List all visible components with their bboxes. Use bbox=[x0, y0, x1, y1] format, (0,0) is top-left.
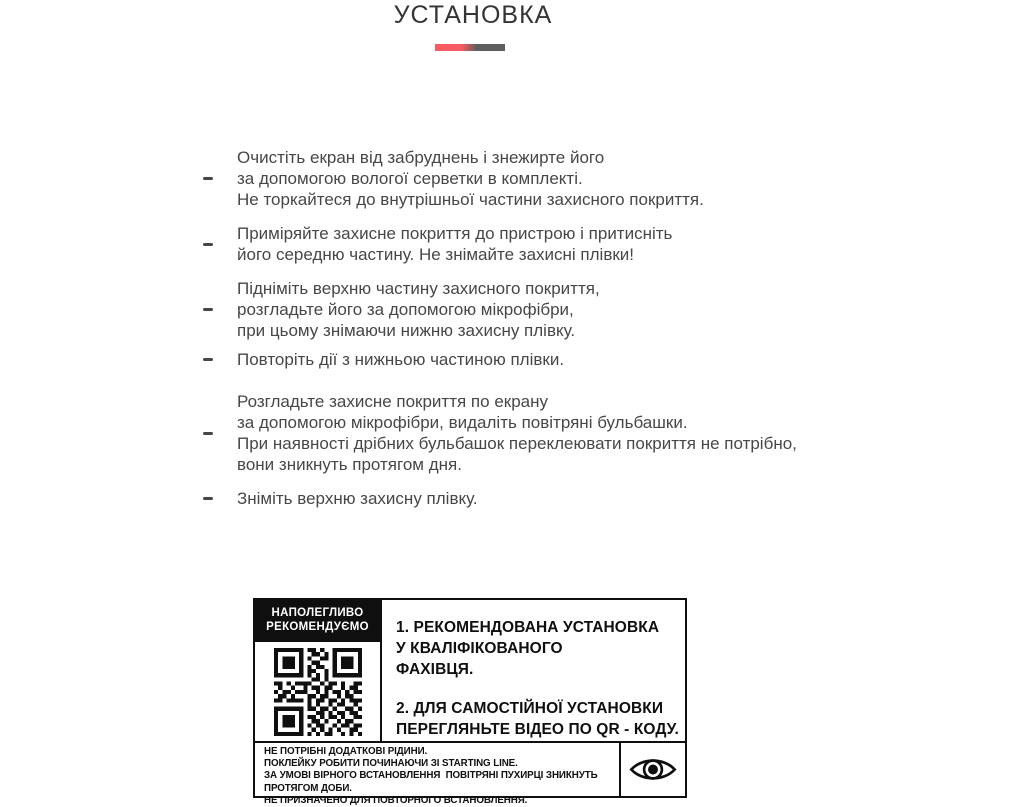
dash-icon bbox=[203, 177, 213, 180]
strongly-recommend-badge bbox=[255, 600, 380, 642]
instruction-line: при цьому знімаючи нижню захисну плівку. bbox=[237, 321, 576, 340]
instruction-line: за допомогою мікрофібри, видаліть повітряні бульбашки. bbox=[237, 413, 688, 432]
instruction-item bbox=[203, 391, 797, 475]
instruction-line: Очистіть екран від забруднень і знежирте його bbox=[237, 148, 605, 167]
instruction-line: Зніміть верхню захисну плівку. bbox=[237, 489, 478, 508]
recommendation-box-top bbox=[255, 600, 685, 743]
dash-bullet bbox=[203, 177, 237, 180]
instruction-line: При наявності дрібних бульбашок переклеювати покриття не потрібно, bbox=[237, 434, 797, 453]
instruction-text bbox=[237, 147, 704, 210]
usage-note-line: ПОКЛЕЙКУ РОБИТИ ПОЧИНАЮЧИ ЗІ STARTING LINE. bbox=[264, 758, 518, 770]
dash-bullet bbox=[203, 432, 237, 435]
instruction-line: Підніміть верхню частину захисного покриття, bbox=[237, 279, 600, 298]
usage-notes bbox=[255, 743, 619, 806]
recommendation-line: 1. РЕКОМЕНДОВАНА УСТАНОВКА bbox=[396, 619, 660, 636]
recommendation-point bbox=[396, 617, 679, 680]
usage-note-line: НЕ ПОТРІБНІ ДОДАТКОВІ РІДИНИ. bbox=[264, 746, 428, 757]
instruction-line: вони зникнуть протягом дня. bbox=[237, 455, 462, 474]
page-title: УСТАНОВКА bbox=[393, 1, 553, 29]
instruction-item bbox=[203, 488, 478, 509]
recommendation-points bbox=[382, 600, 685, 741]
instruction-line: Приміряйте захисне покриття до пристрою і притисніть bbox=[237, 224, 673, 243]
recommendation-line: ПЕРЕГЛЯНЬТЕ ВІДЕО ПО QR - КОДУ. bbox=[396, 721, 679, 738]
instruction-line: Розгладьте захисне покриття по екрану bbox=[237, 392, 549, 411]
dash-icon bbox=[203, 432, 213, 435]
instruction-text bbox=[237, 488, 478, 509]
usage-note-line: НЕ ПРИЗНАЧЕНО ДЛЯ ПОВТОРНОГО ВСТАНОВЛЕННЯ. bbox=[264, 794, 528, 806]
instruction-item bbox=[203, 278, 600, 341]
qr-panel bbox=[255, 600, 382, 741]
dash-icon bbox=[203, 497, 213, 500]
eye-icon bbox=[629, 754, 677, 785]
eye-cell bbox=[619, 743, 685, 796]
instruction-item bbox=[203, 147, 704, 210]
instruction-line: його середню частину. Не знімайте захисні плівки! bbox=[237, 245, 635, 264]
instruction-item bbox=[203, 349, 564, 370]
badge-line: РЕКОМЕНДУЄМО bbox=[266, 620, 369, 633]
instruction-text bbox=[237, 391, 797, 475]
recommendation-box bbox=[253, 598, 687, 806]
recommendation-point bbox=[396, 698, 679, 740]
instruction-line: за допомогою вологої серветки в комплекті. bbox=[237, 169, 583, 188]
dash-bullet bbox=[203, 243, 237, 246]
dash-bullet bbox=[203, 497, 237, 500]
dash-icon bbox=[203, 243, 213, 246]
instruction-text bbox=[237, 278, 600, 341]
dash-bullet bbox=[203, 308, 237, 311]
dash-bullet bbox=[203, 358, 237, 361]
instruction-text bbox=[237, 349, 564, 370]
recommendation-line: ФАХІВЦЯ. bbox=[396, 661, 474, 678]
usage-note-line: ЗА УМОВІ ВІРНОГО ВСТАНОВЛЕННЯ ПОВІТРЯНІ ПУХИРЦІ ЗНИКНУТЬ ПРОТЯГОМ ДОБИ. bbox=[264, 770, 603, 794]
dash-icon bbox=[203, 308, 213, 311]
recommendation-line: У КВАЛІФІКОВАНОГО bbox=[396, 640, 563, 657]
instruction-line: Не торкайтеся до внутрішньої частини захисного покриття. bbox=[237, 190, 704, 209]
instruction-item bbox=[203, 223, 672, 265]
qr-code-wrap bbox=[255, 642, 380, 741]
badge-line: НАПОЛЕГЛИВО bbox=[271, 607, 364, 619]
title-divider bbox=[435, 44, 505, 51]
qr-code bbox=[272, 648, 364, 736]
instruction-line: розгладьте його за допомогою мікрофібри, bbox=[237, 300, 574, 319]
dash-icon bbox=[203, 358, 213, 361]
page-header bbox=[0, 0, 946, 30]
recommendation-line: 2. ДЛЯ САМОСТІЙНОЇ УСТАНОВКИ bbox=[396, 700, 664, 717]
recommendation-box-bottom bbox=[255, 743, 685, 806]
instruction-line: Повторіть дії з нижньою частиною плівки. bbox=[237, 350, 565, 369]
instruction-text bbox=[237, 223, 672, 265]
